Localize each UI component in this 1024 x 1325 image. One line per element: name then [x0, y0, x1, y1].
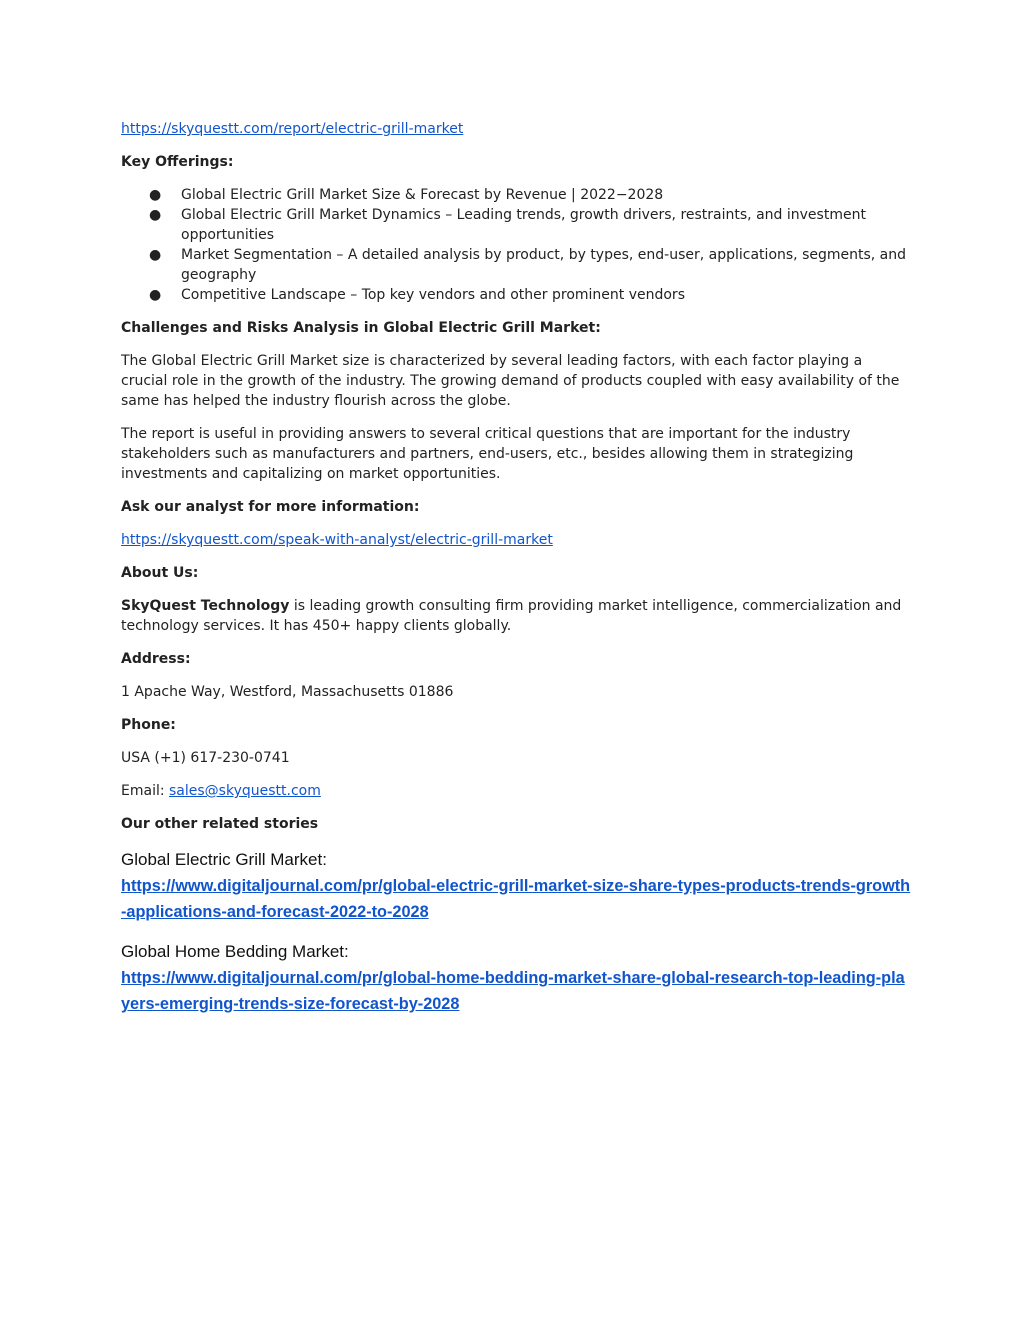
- story-item: [121, 847, 911, 925]
- related-stories-heading: Our other related stories: [121, 816, 319, 832]
- about-text: is leading growth consulting firm providing market intelligence, commercialization and technology services. It has 450+ happy clients globally.: [121, 598, 902, 634]
- list-item: [121, 285, 911, 305]
- challenges-paragraph-1: The Global Electric Grill Market size is characterized by several leading factors, with each factor playing a crucial role in the growth of the industry. The growing demand of products coupled with easy availability of the same has helped the industry flourish across the globe.: [121, 353, 900, 409]
- address-value: 1 Apache Way, Westford, Massachusetts 01886: [121, 684, 454, 700]
- story-item: [121, 939, 911, 1017]
- report-link-paragraph: [121, 119, 911, 139]
- document-page: [121, 119, 911, 1017]
- about-paragraph: [121, 596, 911, 636]
- analyst-heading: Ask our analyst for more information:: [121, 499, 420, 515]
- bullet-icon: ●: [149, 187, 162, 203]
- about-heading: About Us:: [121, 565, 199, 581]
- key-offerings-list: [121, 185, 911, 305]
- bullet-icon: ●: [149, 247, 162, 263]
- bullet-icon: ●: [149, 287, 162, 303]
- company-name: SkyQuest Technology: [121, 598, 290, 614]
- email-label: Email:: [121, 783, 170, 799]
- story-title: Global Electric Grill Market:: [121, 850, 327, 869]
- bullet-icon: ●: [149, 207, 162, 223]
- list-item-text: Market Segmentation – A detailed analysis by product, by types, end-user, applications, segments, and geography: [181, 247, 907, 283]
- list-item: [121, 185, 911, 205]
- challenges-paragraph-2: The report is useful in providing answers to several critical questions that are important for the industry stakeholders such as manufacturers and partners, end-users, etc., besides allowing them in strategizing investments and capitalizing on market opportunities.: [121, 426, 854, 482]
- list-item-text: Global Electric Grill Market Dynamics – Leading trends, growth drivers, restraints, and investment opportunities: [181, 207, 866, 243]
- list-item-text: Global Electric Grill Market Size & Forecast by Revenue | 2022−2028: [181, 187, 664, 203]
- story-link[interactable]: https://www.digitaljournal.com/pr/global-electric-grill-market-size-share-types-products-trends-growth-applications-and-forecast-2022-to-2028: [121, 877, 911, 921]
- analyst-link-paragraph: [121, 530, 911, 550]
- address-heading: Address:: [121, 651, 191, 667]
- phone-value: USA (+1) 617-230-0741: [121, 750, 290, 766]
- phone-heading: Phone:: [121, 717, 176, 733]
- report-link[interactable]: https://skyquestt.com/report/electric-grill-market: [121, 121, 464, 137]
- list-item: [121, 205, 911, 245]
- email-paragraph: [121, 781, 911, 801]
- story-title: Global Home Bedding Market:: [121, 942, 349, 961]
- key-offerings-heading: Key Offerings:: [121, 154, 234, 170]
- email-link[interactable]: sales@skyquestt.com: [169, 783, 321, 799]
- analyst-link[interactable]: https://skyquestt.com/speak-with-analyst/electric-grill-market: [121, 532, 553, 548]
- list-item-text: Competitive Landscape – Top key vendors and other prominent vendors: [181, 287, 685, 303]
- list-item: [121, 245, 911, 285]
- story-link[interactable]: https://www.digitaljournal.com/pr/global-home-bedding-market-share-global-research-top-leading-players-emerging-trends-size-forecast-by-2028: [121, 969, 905, 1013]
- related-stories: [121, 847, 911, 1017]
- challenges-heading: Challenges and Risks Analysis in Global Electric Grill Market:: [121, 320, 601, 336]
